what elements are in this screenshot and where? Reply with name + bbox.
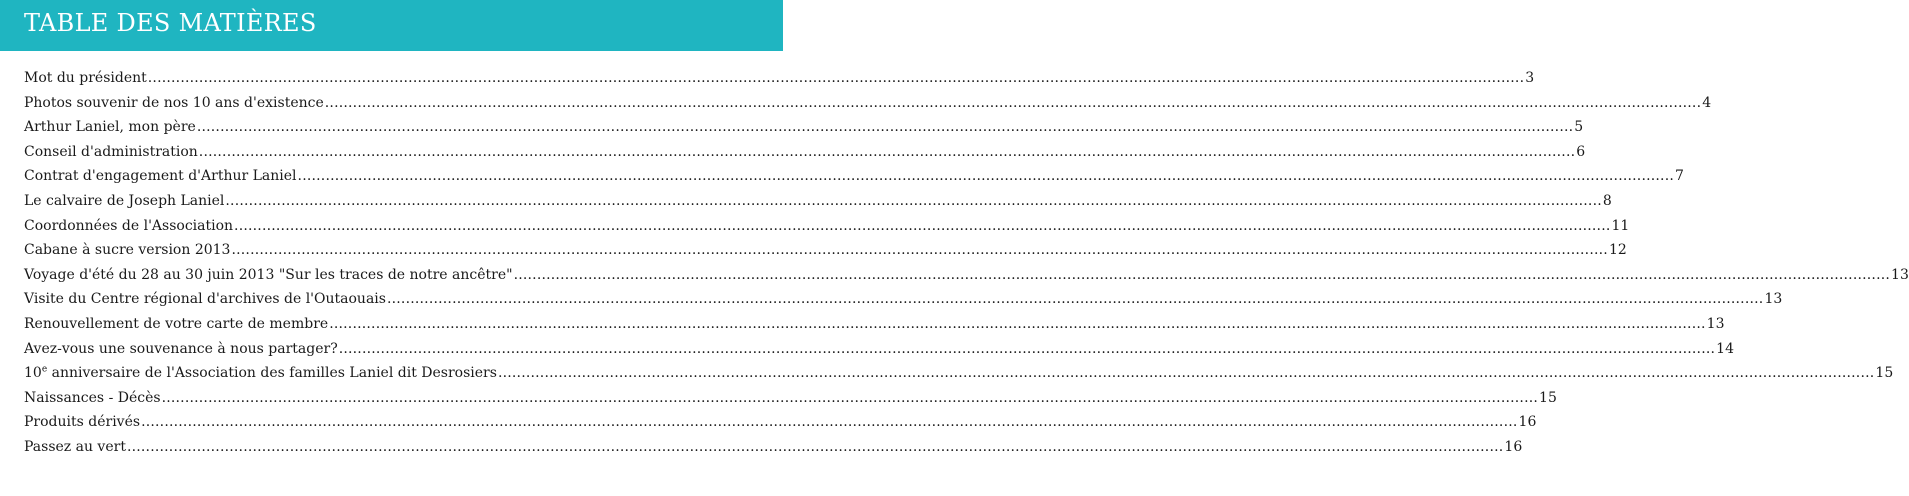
toc-dot-leader	[339, 341, 1715, 357]
toc-entry-title: Passez au vert	[24, 438, 126, 455]
toc-entry[interactable]	[24, 291, 1783, 316]
toc-entry-title: Visite du Centre régional d'archives de l'Outaouais	[24, 291, 386, 308]
toc-entry-title: Le calvaire de Joseph Laniel	[24, 192, 225, 209]
toc-entry[interactable]	[24, 168, 1684, 193]
toc-entry[interactable]	[24, 192, 1612, 218]
toc-entry-title: Conseil d'administration	[24, 143, 198, 160]
toc-entry-page: 5	[1574, 119, 1584, 136]
toc-entry-title: Avez-vous une souvenance à nous partager?	[24, 340, 338, 357]
toc-dot-leader	[514, 267, 1890, 283]
toc-dot-leader	[141, 414, 1517, 430]
toc-entry-title-ordinal: e	[41, 364, 48, 375]
toc-dot-leader	[298, 168, 1674, 184]
toc-entry-page: 12	[1608, 242, 1627, 259]
page-title: TABLE DES MATIÈRES	[24, 9, 317, 37]
toc-entry-page: 13	[1764, 291, 1783, 308]
toc-entry-title: Renouvellement de votre carte de membre	[24, 315, 329, 332]
toc-entry[interactable]	[24, 315, 1725, 341]
toc-entry[interactable]	[24, 266, 1909, 292]
toc-entry-page: 11	[1611, 217, 1630, 234]
toc-entry[interactable]	[24, 438, 1523, 464]
toc-dot-leader	[148, 70, 1524, 86]
toc-dot-leader	[498, 365, 1874, 381]
toc-entry-title: Contrat d'engagement d'Arthur Laniel	[24, 168, 297, 185]
toc-entry[interactable]	[24, 340, 1734, 366]
toc-entry[interactable]	[24, 389, 1557, 415]
toc-entry[interactable]	[24, 242, 1627, 267]
toc-dot-leader	[127, 439, 1503, 455]
toc-entry[interactable]	[24, 94, 1712, 120]
toc-entry-title-number: 10	[24, 365, 42, 382]
toc-entry-title: Mot du président	[24, 70, 147, 86]
toc-entry-title: Coordonnées de l'Association	[24, 217, 234, 234]
toc-entry[interactable]	[24, 217, 1630, 243]
toc-dot-leader	[162, 390, 1538, 406]
toc-entry-page: 7	[1675, 168, 1684, 185]
toc-entry[interactable]	[24, 70, 1535, 95]
toc-dot-leader	[329, 316, 1705, 332]
toc-entry-page: 16	[1518, 414, 1537, 431]
toc-dot-leader	[197, 119, 1573, 135]
toc-entry-page: 13	[1706, 315, 1725, 332]
toc-entry-title: Naissances - Décès	[24, 389, 161, 406]
toc-dot-leader	[199, 144, 1575, 160]
toc-entry-title: Photos souvenir de nos 10 ans d'existence	[24, 94, 324, 111]
toc-dot-leader	[325, 95, 1701, 111]
toc-dot-leader	[231, 242, 1607, 258]
toc-entry-page: 16	[1504, 438, 1523, 455]
toc-entry-page: 8	[1602, 192, 1612, 209]
toc-entry-page: 6	[1576, 143, 1586, 160]
toc-entry-page: 14	[1716, 340, 1734, 357]
toc-entry[interactable]	[24, 364, 1894, 390]
toc-dot-leader	[234, 218, 1610, 234]
toc-entry-page: 15	[1539, 389, 1557, 406]
toc-entry-page: 3	[1525, 70, 1535, 86]
header-banner	[0, 0, 783, 51]
toc-entry-title-text: anniversaire de l'Association des familles Laniel dit Desrosiers	[47, 365, 497, 382]
toc-dot-leader	[387, 291, 1763, 307]
toc-entry[interactable]	[24, 414, 1537, 439]
toc-dot-leader	[225, 193, 1601, 209]
table-of-contents	[24, 70, 1909, 464]
toc-entry[interactable]	[24, 143, 1586, 169]
toc-entry-page: 15	[1875, 365, 1894, 382]
toc-entry[interactable]	[24, 119, 1584, 144]
toc-entry-page: 13	[1891, 266, 1909, 283]
toc-entry-title: Voyage d'été du 28 au 30 juin 2013 "Sur les traces de notre ancêtre"	[24, 266, 513, 283]
toc-entry-page: 4	[1702, 94, 1712, 111]
toc-entry-title: Cabane à sucre version 2013	[24, 242, 231, 259]
toc-entry-title: Produits dérivés	[24, 414, 141, 431]
toc-entry-title	[24, 365, 497, 381]
toc-entry-title: Arthur Laniel, mon père	[24, 119, 196, 136]
